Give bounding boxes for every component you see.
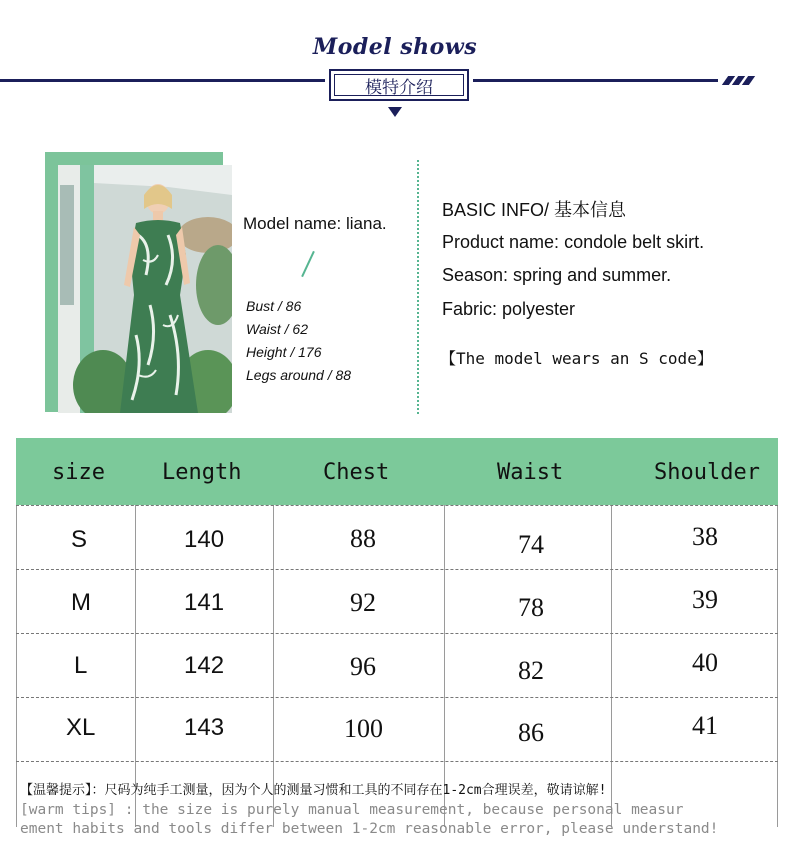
model-name-value: liana. bbox=[346, 214, 387, 233]
warm-tip-english-line1: [warm tips] : the size is purely manual measurement, because personal measur bbox=[20, 802, 684, 818]
table-row-divider bbox=[16, 761, 778, 762]
title-rule-right bbox=[473, 79, 718, 82]
header-length: Length bbox=[162, 460, 242, 485]
cell-chest: 100 bbox=[344, 714, 383, 743]
cell-chest: 92 bbox=[350, 588, 376, 617]
header-chest: Chest bbox=[323, 460, 390, 485]
cell-length: 142 bbox=[184, 652, 225, 679]
section-title-english: Model shows bbox=[312, 34, 478, 60]
basic-info-heading: BASIC INFO/ 基本信息 bbox=[442, 200, 627, 220]
warm-tip-english-line2: ement habits and tools differ between 1-2cm reasonable error, please understand! bbox=[20, 821, 719, 837]
header-size: size bbox=[52, 460, 105, 485]
product-name: Product name: condole belt skirt. bbox=[442, 232, 705, 252]
cell-waist: 86 bbox=[518, 718, 544, 747]
header-shoulder: Shoulder bbox=[654, 460, 760, 485]
cell-size: M bbox=[71, 589, 91, 616]
model-photo-illustration bbox=[58, 165, 232, 413]
table-row-divider bbox=[16, 697, 778, 698]
model-size-note: 【The model wears an S code】 bbox=[440, 349, 713, 368]
table-row-divider bbox=[16, 569, 778, 570]
stat-bust: Bust / 86 bbox=[246, 298, 302, 314]
stat-waist: Waist / 62 bbox=[246, 321, 308, 337]
cell-shoulder: 38 bbox=[692, 522, 718, 551]
cell-length: 143 bbox=[184, 714, 225, 741]
cell-size: L bbox=[74, 652, 88, 679]
section-title-box bbox=[329, 69, 469, 101]
size-table-header bbox=[16, 438, 778, 505]
down-arrow-icon bbox=[388, 107, 402, 117]
slash-decoration bbox=[301, 251, 315, 277]
cell-waist: 78 bbox=[518, 593, 544, 622]
cell-shoulder: 41 bbox=[692, 711, 718, 740]
cell-chest: 96 bbox=[350, 652, 376, 681]
cell-size: XL bbox=[66, 714, 96, 741]
header-waist: Waist bbox=[497, 460, 564, 485]
stat-legs-around: Legs around / 88 bbox=[246, 367, 352, 383]
cell-waist: 74 bbox=[518, 530, 544, 559]
fabric: Fabric: polyester bbox=[442, 299, 576, 319]
cell-size: S bbox=[71, 526, 88, 553]
dotted-divider bbox=[417, 160, 419, 414]
table-border-right bbox=[777, 505, 778, 827]
cell-shoulder: 40 bbox=[692, 648, 718, 677]
cell-length: 140 bbox=[184, 526, 225, 553]
model-name bbox=[243, 214, 387, 234]
model-name-label: Model name: bbox=[243, 214, 346, 233]
cell-waist: 82 bbox=[518, 656, 544, 685]
section-title-chinese: 模特介绍 bbox=[334, 74, 464, 96]
cell-chest: 88 bbox=[350, 524, 376, 553]
table-row-divider bbox=[16, 633, 778, 634]
table-border-left bbox=[16, 505, 17, 827]
cell-length: 141 bbox=[184, 589, 225, 616]
table-column-divider bbox=[611, 505, 612, 827]
model-photo bbox=[58, 165, 232, 413]
cell-shoulder: 39 bbox=[692, 585, 718, 614]
table-row-divider bbox=[16, 505, 778, 506]
season: Season: spring and summer. bbox=[442, 265, 672, 285]
warm-tip-chinese: 【温馨提示】：尺码为纯手工测量，因为个人的测量习惯和工具的不同存在1-2cm合理误差，敬请谅解! bbox=[20, 783, 607, 798]
stat-height: Height / 176 bbox=[246, 344, 322, 360]
title-rule-left bbox=[0, 79, 325, 82]
